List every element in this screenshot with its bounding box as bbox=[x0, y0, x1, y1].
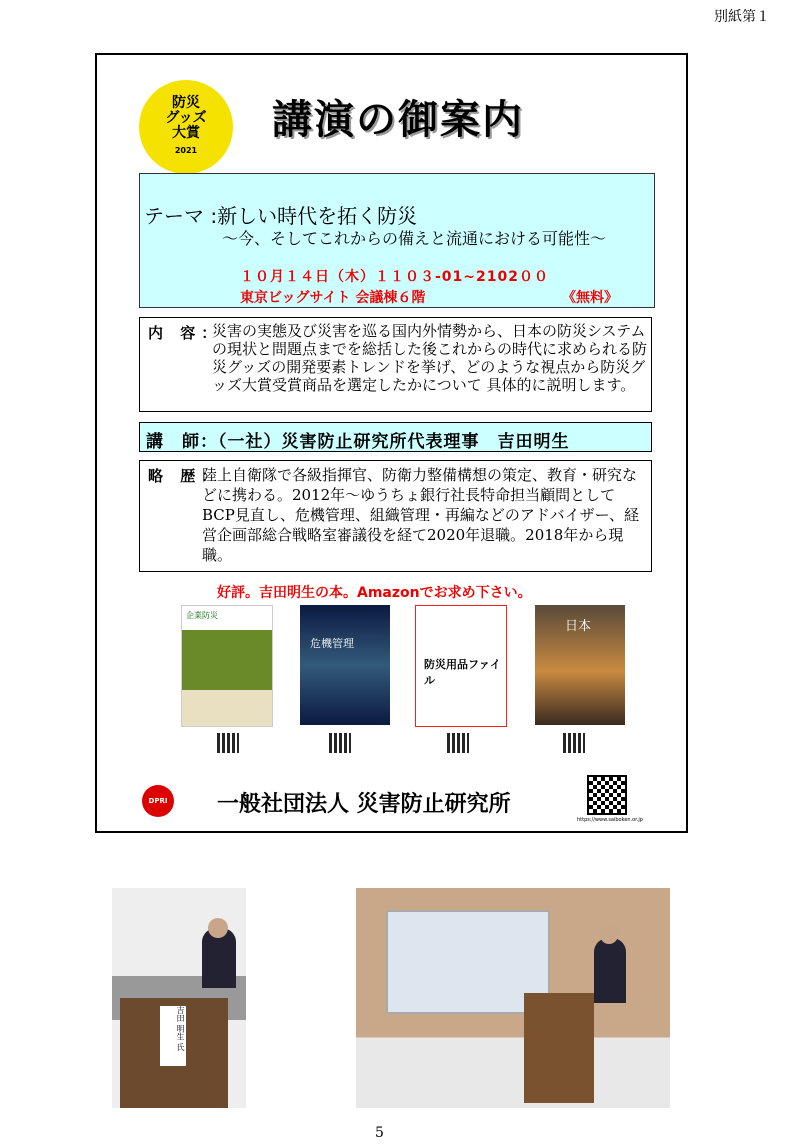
qr-code-book-3[interactable] bbox=[447, 733, 469, 753]
badge-line-3: 大賞 bbox=[172, 125, 200, 141]
book-title-3: 防災用品ファイル bbox=[424, 658, 501, 687]
book-title-1: 企業防災 bbox=[186, 611, 218, 620]
speaker-figure-2 bbox=[594, 938, 626, 1003]
book-cover-4 bbox=[535, 605, 625, 725]
theme-title: テーマ :新しい時代を拓く防災 bbox=[144, 204, 418, 228]
flyer bbox=[95, 53, 688, 833]
lecture-photo-2 bbox=[356, 888, 670, 1108]
history-label: 略 歴： bbox=[148, 467, 223, 485]
qr-code-book-4[interactable] bbox=[563, 733, 585, 753]
annex-label: 別紙第１ bbox=[714, 9, 770, 25]
organization-name: 一般社団法人 災害防止研究所 bbox=[217, 792, 511, 817]
qr-code-book-2[interactable] bbox=[329, 733, 351, 753]
badge-year: 2021 bbox=[174, 146, 198, 155]
content-label: 内 容： bbox=[148, 324, 223, 342]
book-cover-1 bbox=[181, 605, 273, 727]
theme-box bbox=[139, 173, 655, 308]
book-promo: 好評。吉田明生の本。Amazonでお求め下さい。 bbox=[217, 585, 532, 601]
page-title: 講演の御案内 bbox=[272, 97, 524, 143]
lecture-photo-1 bbox=[112, 888, 246, 1108]
event-date: １０月１４日（木）１１０３-01~2102００ bbox=[240, 269, 549, 285]
badge-line-2: グッズ bbox=[165, 110, 207, 126]
award-badge bbox=[139, 80, 233, 174]
event-fee: 《無料》 bbox=[562, 290, 618, 306]
page-number: 5 bbox=[375, 1125, 384, 1141]
podium-2 bbox=[524, 993, 594, 1103]
speaker-head-2 bbox=[600, 926, 618, 944]
book-title-4: 日本 bbox=[565, 619, 592, 634]
book-cover-3 bbox=[415, 605, 507, 727]
qr-code-org[interactable] bbox=[587, 775, 627, 815]
content-text: 災害の実態及び災害を巡る国内外情勢から、日本の防災システムの現状と問題点までを総括した後これからの時代に求められる防災グッズの開発要素トレンドを挙げ、どのような視点から防災グッズ大賞受賞商品を選定したかについて 具体的に説明します。 bbox=[212, 322, 648, 394]
history-box bbox=[139, 460, 652, 572]
org-url[interactable]: https://www.saiboken.or.jp bbox=[577, 817, 643, 823]
qr-code-book-1[interactable] bbox=[217, 733, 239, 753]
content-box bbox=[139, 317, 652, 412]
badge-line-1: 防災 bbox=[172, 95, 200, 111]
book-cover-2 bbox=[300, 605, 390, 725]
event-venue: 東京ビッグサイト 会議棟６階 bbox=[240, 290, 426, 306]
speaker-banner: 講 師：（一社）災害防止研究所代表理事 吉田明生 bbox=[139, 422, 652, 452]
speaker-head-1 bbox=[208, 918, 228, 938]
history-text: 陸上自衛隊で各級指揮官、防衛力整備構想の策定、教育・研究などに携わる。2012年～ゆうちょ銀行社長特命担当顧問としてBCP見直し、危機管理、組織管理・再編などのアドバイザー、経営企画部総合戦略室審議役を経て2020年退職。2018年から現職。 bbox=[202, 466, 639, 564]
nameplate: 吉田 明生 氏 bbox=[160, 1006, 186, 1066]
dpri-logo: DPRI bbox=[142, 785, 174, 817]
theme-subtitle: ～今、そしてこれからの備えと流通における可能性～ bbox=[222, 229, 607, 248]
book-title-2: 危機管理 bbox=[310, 637, 354, 650]
